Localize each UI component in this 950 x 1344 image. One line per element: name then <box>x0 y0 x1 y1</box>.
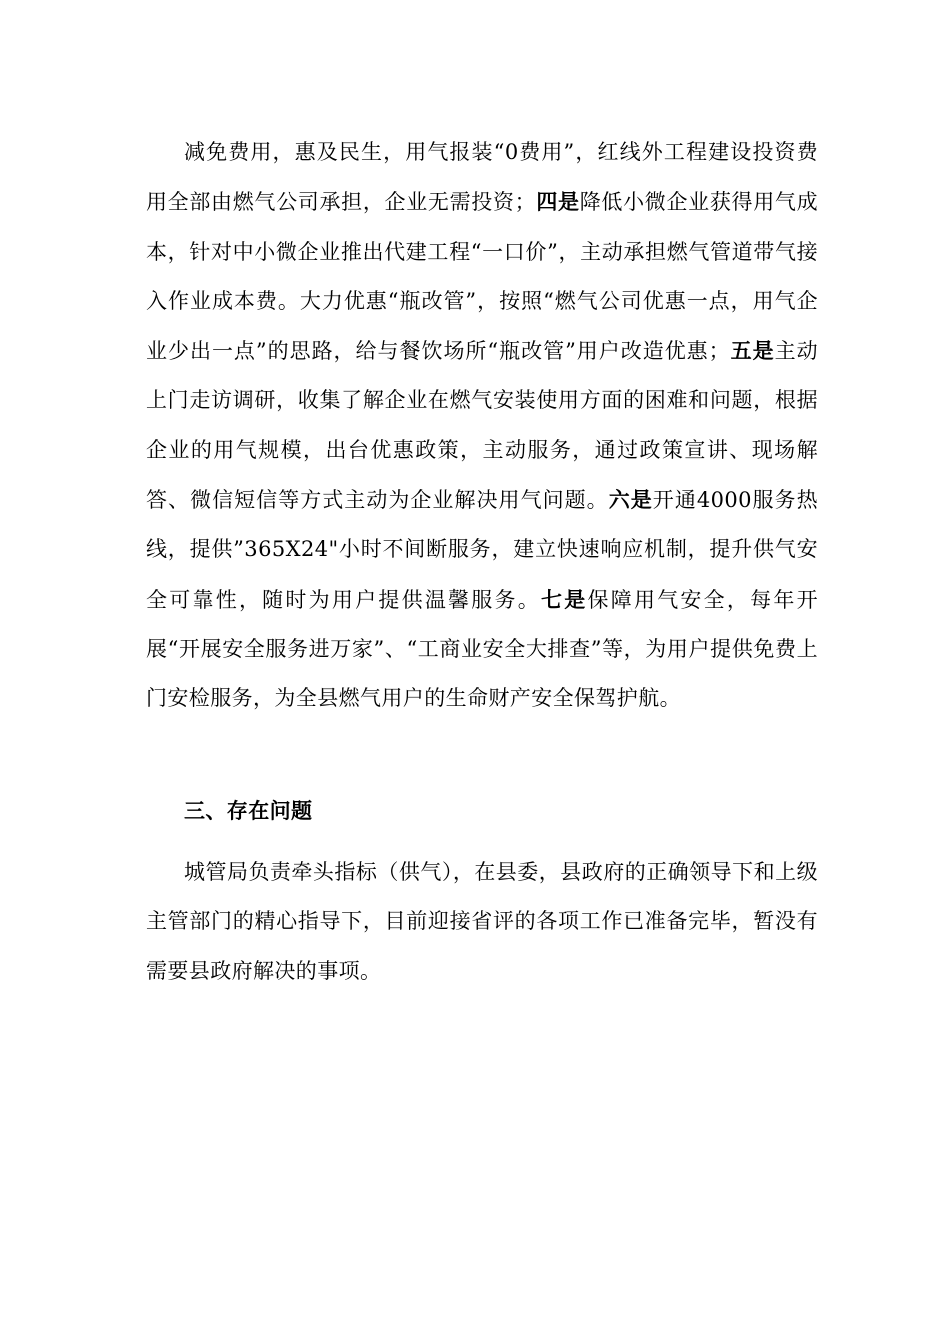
bold-marker-seventh: 七是 <box>541 586 588 612</box>
paragraph-text-segment: 开通4000服务热线，提供”365X24"小时不间断服务，建立快速响应机制，提升供气安全可靠性，随时为用户提供温馨服务。 <box>146 488 818 612</box>
bold-marker-sixth: 六是 <box>608 487 653 513</box>
paragraph-text-segment: 主动上门走访调研，收集了解企业在燃气安装使用方面的困难和问题，根据企业的用气规模，出台优惠政策，主动服务，通过政策宣讲、现场解答、微信短信等方式主动为企业解决用气问题。 <box>146 339 818 513</box>
bold-marker-fourth: 四是 <box>536 189 580 215</box>
paragraph-text-segment: 降低小微企业获得用气成本，针对中小微企业推出代建工程“一口价”，主动承担燃气管道带气接入作业成本费。大力优惠“瓶改管”，按照“燃气公司优惠一点，用气企业少出一点”的思路，给与餐饮场所“瓶改管”用户改造优惠； <box>146 190 818 364</box>
body-paragraph-measures <box>146 128 818 724</box>
section-heading: 三、存在问题 <box>184 798 313 823</box>
bold-marker-fifth: 五是 <box>730 338 775 364</box>
body-paragraph-issues: 城管局负责牵头指标（供气），在县委，县政府的正确领导下和上级主管部门的精心指导下，目前迎接省评的各项工作已准备完毕，暂没有需要县政府解决的事项。 <box>146 860 818 983</box>
paragraph-text-segment: 减免费用，惠及民生，用气报装“0费用”，红线外工程建设投资费用全部由燃气公司承担，企业无需投资； <box>146 140 818 215</box>
paragraph-text-segment: 保障用气安全，每年开展“开展安全服务进万家”、“工商业安全大排查”等，为用户提供免费上门安检服务，为全县燃气用户的生命财产安全保驾护航。 <box>146 587 818 711</box>
